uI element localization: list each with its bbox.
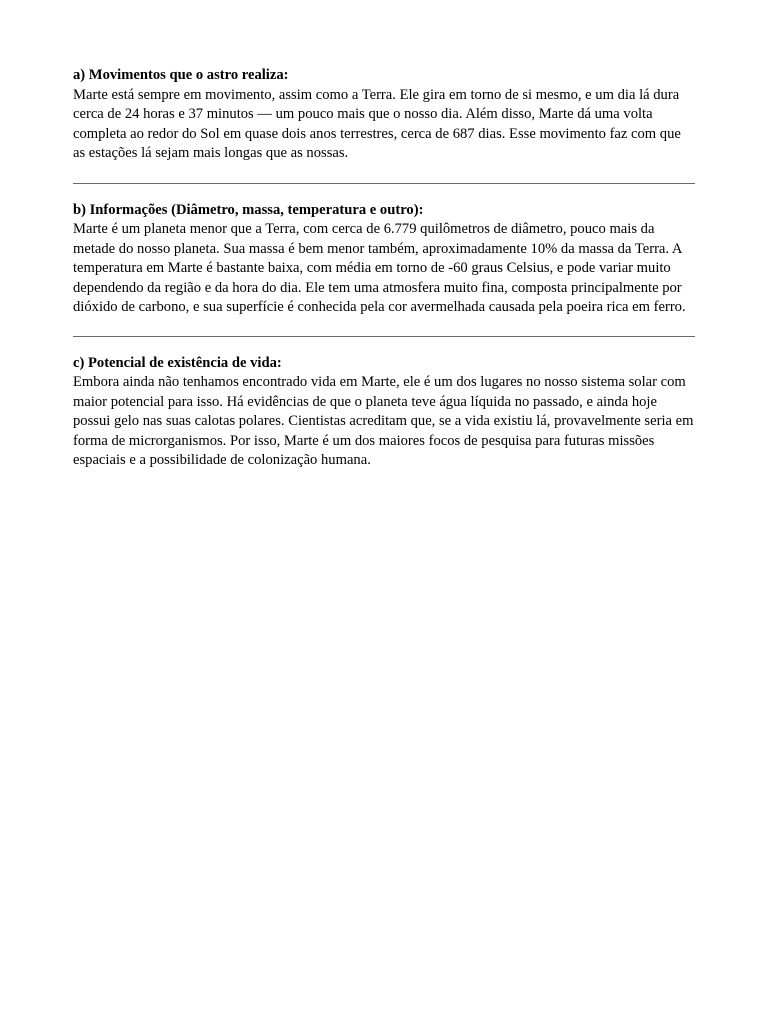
- section-movements: [73, 66, 695, 164]
- section-life-potential: [73, 354, 695, 471]
- section-heading: b) Informações (Diâmetro, massa, temperatura e outro):: [73, 201, 424, 218]
- section-heading: a) Movimentos que o astro realiza:: [73, 67, 289, 83]
- section-body: Marte é um planeta menor que a Terra, com cerca de 6.779 quilômetros de diâmetro, pouco mais da metade do nosso planeta. Sua massa é bem menor também, aproximadamente 10% da massa da Terra. A temperatura em Marte é bastante baixa, com média em torno de -60 graus Celsius, e pode variar muito dependendo da região e da hora do dia. Ele tem uma atmosfera muito fina, composta principalmente por dióxido de carbono, e sua superfície é conhecida pela cor avermelhada causada pela poeira rica em ferro.: [73, 221, 686, 315]
- section-body: Embora ainda não tenhamos encontrado vida em Marte, ele é um dos lugares no nosso sistema solar com maior potencial para isso. Há evidências de que o planeta teve água líquida no passado, e ainda hoje possui gelo nas suas calotas polares. Cientistas acreditam que, se a vida existiu lá, provavelmente seria em forma de microrganismos. Por isso, Marte é um dos maiores focos de pesquisa para futuras missões espaciais e a possibilidade de colonização humana.: [73, 374, 694, 468]
- section-divider: [73, 183, 695, 184]
- section-divider: [73, 336, 695, 337]
- document-page: [73, 66, 695, 471]
- section-body: Marte está sempre em movimento, assim como a Terra. Ele gira em torno de si mesmo, e um dia lá dura cerca de 24 horas e 37 minutos — um pouco mais que o nosso dia. Além disso, Marte dá uma volta completa ao redor do Sol em quase dois anos terrestres, cerca de 687 dias. Esse movimento faz com que as estações lá sejam mais longas que as nossas.: [73, 86, 681, 161]
- section-heading: c) Potencial de existência de vida:: [73, 354, 282, 371]
- section-information: [73, 201, 695, 318]
